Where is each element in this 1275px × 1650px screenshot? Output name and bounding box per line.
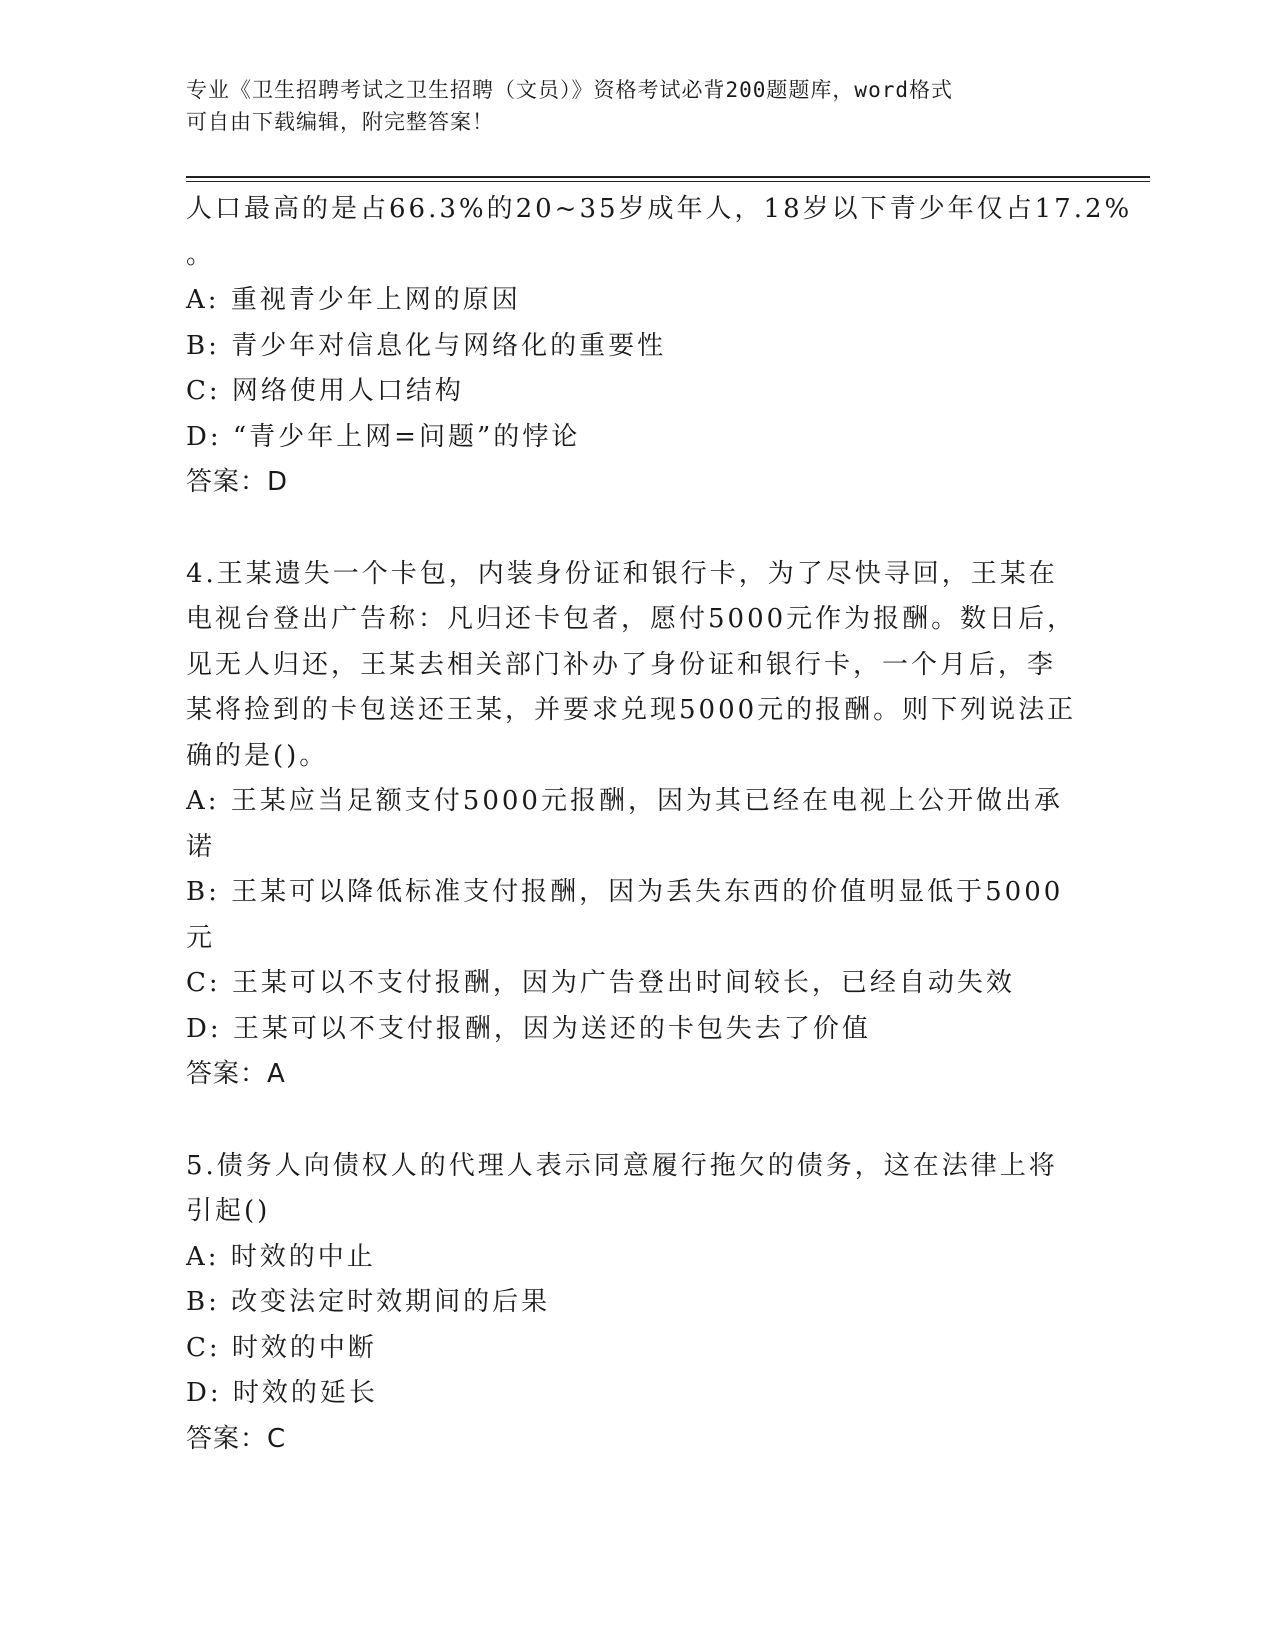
option-a: A: 时效的中止: [186, 1241, 376, 1272]
question-4: [186, 552, 1106, 1098]
option-b: B: 青少年对信息化与网络化的重要性: [186, 330, 667, 361]
option-b: B: 王某可以降低标准支付报酬，因为丢失东西的价值明显低于5000: [186, 877, 1064, 907]
question-stem-line: 确的是()。: [186, 740, 329, 771]
question-5: [186, 1144, 1106, 1463]
header-line-1: 专业《卫生招聘考试之卫生招聘（文员）》资格考试必背200题题库，word格式: [186, 78, 953, 102]
question-stem-line: 5.债务人向债权人的代理人表示同意履行拖欠的债务，这在法律上将: [186, 1150, 1058, 1181]
question-stem-line: 。: [186, 239, 216, 270]
header-divider-thin: [186, 181, 1150, 182]
question-stem-line: 4.王某遗失一个卡包，内装身份证和银行卡，为了尽快寻回，王某在: [186, 558, 1058, 589]
question-stem-line: 电视台登出广告称：凡归还卡包者，愿付5000元作为报酬。数日后，: [186, 604, 1077, 634]
question-stem-line: 见无人归还，王某去相关部门补办了身份证和银行卡，一个月后，李: [186, 649, 1057, 680]
option-a: A: 重视青少年上网的原因: [186, 285, 521, 315]
question-stem-line: 人口最高的是占66.3%的20~35岁成年人，18岁以下青少年仅占17.2%: [186, 194, 1133, 224]
question-3: [186, 187, 1133, 506]
question-spacer: [186, 506, 1106, 552]
answer-label: 答案：A: [186, 1059, 286, 1089]
option-a: A: 王某应当足额支付5000元报酬，因为其已经在电视上公开做出承: [186, 786, 1063, 816]
option-d: D: “青少年上网=问题”的悖论: [186, 421, 581, 452]
option-d: D: 时效的延长: [186, 1378, 378, 1408]
option-c: C: 时效的中断: [186, 1332, 377, 1363]
answer-label: 答案：C: [186, 1423, 287, 1454]
option-c: C: 王某可以不支付报酬，因为广告登出时间较长，已经自动失效: [186, 968, 1015, 998]
option-c: C: 网络使用人口结构: [186, 376, 464, 406]
question-stem-line: 某将捡到的卡包送还王某，并要求兑现5000元的报酬。则下列说法正: [186, 695, 1077, 725]
question-spacer: [186, 1098, 1106, 1144]
document-header: [186, 74, 1066, 138]
question-stem-line: 引起(): [186, 1196, 271, 1226]
option-b-continued: 元: [186, 922, 216, 953]
answer-label: 答案：D: [186, 467, 289, 497]
option-b: B: 改变法定时效期间的后果: [186, 1287, 551, 1317]
header-line-2: 可自由下载编辑，附完整答案！: [186, 110, 494, 134]
option-d: D: 王某可以不支付报酬，因为送还的卡包失去了价值: [186, 1013, 871, 1044]
question-content: [186, 187, 1133, 1462]
header-divider-thick: [186, 176, 1150, 178]
option-a-continued: 诺: [186, 831, 216, 862]
